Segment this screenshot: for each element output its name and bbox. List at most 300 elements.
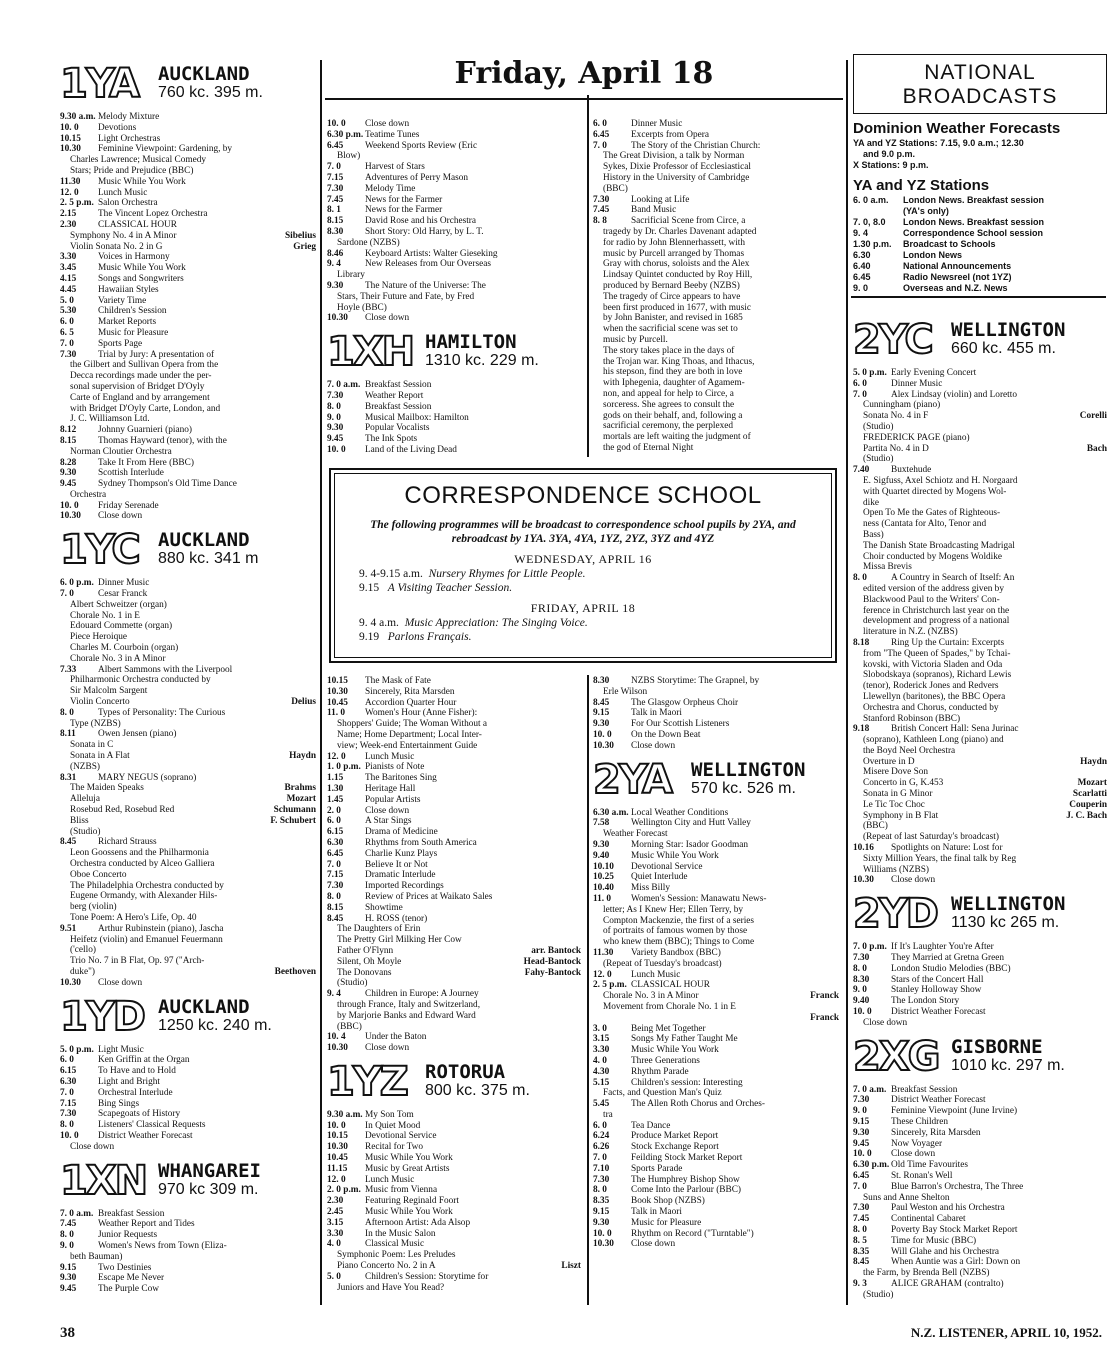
programme-detail: sacrificial ceremony, the perplexed <box>603 421 734 432</box>
programme-detail: dike <box>863 497 880 508</box>
schedule-line <box>60 729 316 740</box>
time-label: 8. 0 <box>327 401 341 412</box>
schedule-line <box>593 840 839 851</box>
programme-title: Buxtehude <box>891 465 932 476</box>
time-label: 7.40 <box>853 465 870 476</box>
time-label: 10.30 <box>327 686 348 697</box>
programme-detail: Norman Cloutier Orchestra <box>70 446 172 457</box>
schedule-line <box>593 1153 839 1164</box>
schedule-line <box>593 1067 839 1078</box>
station-frequency: 760 kc. 395 m. <box>158 84 263 101</box>
schedule-line <box>60 902 316 913</box>
programme-title: Friday Serenade <box>98 500 159 511</box>
time-label: 9.40 <box>593 850 610 861</box>
time-label: 9.15 <box>853 1117 870 1128</box>
schedule-line <box>327 1218 581 1229</box>
time-label: 3.30 <box>327 1228 344 1239</box>
programme-title: Rhythm on Record ("Turntable") <box>631 1228 754 1239</box>
schedule-line <box>60 328 316 339</box>
programme-title: Feilding Stock Market Report <box>631 1153 743 1164</box>
programme-title: A Country in Search of Itself: An <box>891 573 1015 584</box>
time-label: 3. 0 <box>593 1023 607 1034</box>
schedule-line <box>593 862 839 873</box>
programme-detail: (BBC) <box>337 1021 362 1032</box>
schedule-line <box>327 676 581 687</box>
time-label: 6.45 <box>853 1171 870 1181</box>
programme-title: Come Into the Parlour (BBC) <box>631 1185 742 1196</box>
time-label: 9.18 <box>853 724 870 735</box>
schedule-line <box>60 632 316 643</box>
schedule-line <box>327 860 581 871</box>
schedule-line <box>327 752 581 763</box>
programme-title: Stars of the Concert Hall <box>891 974 984 985</box>
schedule-line <box>60 1120 316 1131</box>
schedule-line <box>593 119 839 130</box>
programme-detail: Stars; Pride and Prejudice (BBC) <box>70 165 194 176</box>
time-label: 8.15 <box>327 902 344 913</box>
weather-line: X Stations: 9 p.m. <box>853 160 929 170</box>
correspondence-date: FRIDAY, APRIL 18 <box>530 601 636 615</box>
programme-title: Old Time Favourites <box>891 1160 968 1171</box>
time-label: 10. 0 <box>853 1149 872 1160</box>
programme-title: Types of Personality: The Curious <box>98 707 226 718</box>
programme-detail: Piece Heroique <box>70 632 128 643</box>
programme-title: Early Evening Concert <box>891 368 977 378</box>
programme-title: To Have and to Hold <box>98 1066 176 1077</box>
time-label: 7.30 <box>327 183 344 194</box>
schedule-line <box>60 274 316 285</box>
programme-title: If It's Laughter You're After <box>891 942 994 953</box>
schedule-line <box>327 413 581 424</box>
programme-title: Afternoon Artist: Ada Alsop <box>365 1217 471 1228</box>
national-schedule <box>853 195 1107 294</box>
schedule-line <box>593 1239 839 1250</box>
station-header <box>60 526 316 572</box>
time-label: 6.30 a.m. <box>593 807 629 818</box>
time-label: 7.10 <box>593 1163 610 1174</box>
programme-detail: Sonata in G Minor <box>863 789 933 800</box>
schedule-line <box>593 195 839 206</box>
schedule-line <box>853 996 1107 1007</box>
schedule-line <box>853 498 1107 509</box>
station-frequency: 1130 kc 265 m. <box>951 914 1060 932</box>
time-label: 7.15 <box>327 172 344 183</box>
programme-title: Sports Page <box>98 338 143 349</box>
programme-detail: Cunningham (piano) <box>863 400 941 411</box>
schedule-line <box>60 1252 316 1263</box>
schedule-line <box>327 184 581 195</box>
schedule-line <box>593 708 839 719</box>
schedule-line <box>853 444 1107 455</box>
schedule-line <box>593 808 839 819</box>
schedule-line <box>853 1095 1107 1106</box>
composer-credit: Schumann <box>273 805 316 816</box>
schedule-line <box>853 638 1107 649</box>
programme-detail: Trio No. 7 in B Flat, Op. 97 ("Arch- <box>70 956 205 967</box>
programme-detail: Sixty Million Years, the final talk by Reg <box>863 853 1017 864</box>
weather-heading: Dominion Weather Forecasts <box>853 120 1061 137</box>
schedule-line <box>327 270 581 281</box>
schedule-line <box>60 501 316 512</box>
schedule-line <box>327 195 581 206</box>
programme-title: Alex Lindsay (violin) and Loretto <box>891 389 1017 400</box>
programme-detail: of portraits of famous women by those <box>603 926 748 937</box>
schedule-line <box>853 433 1107 444</box>
time-label: 8.15 <box>327 216 344 227</box>
programme-title: The Nature of the Universe: The <box>365 280 486 291</box>
programme-detail: tragedy by Dr. Charles Davenant adapted <box>603 226 757 237</box>
schedule-line <box>853 757 1107 768</box>
schedule-line <box>853 400 1107 411</box>
time-label: 9.30 <box>593 839 610 850</box>
programme-detail: with Quartet directed by Mogens Wol- <box>863 486 1007 497</box>
programme-detail: non, and appeal for help to Circe, a <box>603 388 734 399</box>
national-schedule-row <box>853 261 1107 272</box>
programme-title: Lunch Music <box>365 1174 415 1185</box>
programme-title: Salon Orchestra <box>98 198 158 209</box>
schedule-line <box>593 851 839 862</box>
time-label: 10.15 <box>327 1131 348 1142</box>
time-label: 8. 0 <box>327 891 341 902</box>
time-label: 3.15 <box>327 1217 344 1228</box>
programme-detail: The Daughters of Erin <box>337 924 421 935</box>
programme-detail: Hoyle (BBC) <box>337 302 387 313</box>
schedule-line <box>327 119 581 130</box>
programme-title: Arthur Rubinstein (piano), Jascha <box>98 923 224 934</box>
programme-title: Listeners' Classical Requests <box>98 1120 206 1131</box>
time-label: 8.35 <box>593 1196 610 1207</box>
time-label: 11.30 <box>60 176 81 187</box>
schedule-line <box>327 1250 581 1261</box>
time-label: 8.31 <box>60 772 77 783</box>
item-title: Parlons Français. <box>387 631 472 643</box>
schedule-line <box>853 649 1107 660</box>
programme-title: The Mask of Fate <box>365 676 431 686</box>
schedule-line <box>593 1142 839 1153</box>
programme-title: Stanley Holloway Show <box>891 985 982 996</box>
programme-detail: Symphonic Poem: Les Preludes <box>337 1250 456 1261</box>
composer-credit: arr. Bantock <box>531 945 581 956</box>
programme-detail: Stars, Their Future and Fate, by Fred <box>337 291 475 302</box>
national-broadcasts-header <box>853 54 1107 114</box>
station-logo: 1XN <box>60 1157 147 1204</box>
schedule-line <box>853 411 1107 422</box>
time-label: 10. 0 <box>593 1228 612 1239</box>
programme-title: Escape Me Never <box>98 1273 165 1284</box>
time-label: 6.45 <box>593 129 610 140</box>
schedule-line <box>593 400 839 411</box>
schedule-line <box>853 843 1107 854</box>
time-label: 9. 0 <box>327 412 341 423</box>
item-time: 9.19 <box>359 631 380 643</box>
schedule-line <box>60 155 316 166</box>
programme-title: Weather Report <box>365 390 424 401</box>
programme-detail: mortals are left waiting the judgment of <box>603 432 751 443</box>
station-name: ROTORUA <box>425 1060 506 1083</box>
time-label: 9.30 a.m. <box>60 112 96 122</box>
schedule-line <box>853 875 1107 886</box>
schedule-line <box>327 141 581 152</box>
programme-detail: The Philadelphia Orchestra conducted by <box>70 880 224 891</box>
time-label: 2. 0 p.m. <box>327 1185 361 1196</box>
time-label: 7.15 <box>327 870 344 881</box>
time-label: 2.30 <box>60 219 77 230</box>
programme-detail: Le Tic Toc Choc <box>863 799 925 810</box>
schedule-line <box>853 379 1107 390</box>
schedule-line <box>60 371 316 382</box>
programme-detail: Missa Brevis <box>863 562 912 573</box>
time-label: 7. 0 a.m. <box>853 1084 887 1095</box>
programme-title: Land of the Living Dead <box>365 444 457 455</box>
footer-issue: N.Z. LISTENER, APRIL 10, 1952. <box>910 1325 1102 1340</box>
programme-detail: (Studio) <box>863 421 894 432</box>
schedule-line <box>853 1106 1107 1117</box>
programme-detail: Edouard Commette (organ) <box>70 621 173 632</box>
programme-title: Blue Barron's Orchestra, The Three <box>891 1181 1024 1192</box>
time-label: 7.33 <box>60 664 77 675</box>
programme-detail: (soprano), Kathleen Long (piano) and <box>863 735 1004 746</box>
schedule-line <box>853 465 1107 476</box>
time-label: 11. 0 <box>593 893 612 904</box>
column-3-top <box>593 119 839 454</box>
schedule-line <box>60 665 316 676</box>
programme-title: For Our Scottish Listeners <box>631 719 730 730</box>
schedule-line <box>593 313 839 324</box>
station-header <box>327 328 581 374</box>
programme-detail: Partita No. 4 in D <box>863 443 929 454</box>
schedule-line <box>593 872 839 883</box>
programme-title: Breakfast Session <box>365 380 432 391</box>
time-label: 7.30 <box>327 390 344 401</box>
time-label: 10. 0 <box>853 1007 872 1018</box>
national-schedule-row <box>853 239 1107 250</box>
schedule-line <box>60 891 316 902</box>
programme-title: Variety Time <box>98 295 147 306</box>
schedule-line <box>60 719 316 730</box>
programme-title: Broadcast to Schools <box>903 239 996 249</box>
programme-title: Children's Session <box>98 306 167 317</box>
schedule-line <box>60 393 316 404</box>
time-label: 10.30 <box>327 313 348 324</box>
schedule-line <box>593 141 839 152</box>
schedule-line <box>593 894 839 905</box>
schedule-line <box>60 1230 316 1241</box>
programme-detail: who knew them (BBC); Things to Come <box>603 937 755 948</box>
programme-detail: Orchestra and Chorus, conducted by <box>863 702 999 713</box>
column-1 <box>60 56 316 1295</box>
programme-detail: by Marjorie Banks and Edward Ward <box>337 1010 476 1021</box>
schedule-line <box>60 751 316 762</box>
schedule-line <box>60 339 316 350</box>
schedule-line <box>593 926 839 937</box>
programme-title: Women's Session: Manawatu News- <box>631 893 767 904</box>
station-header <box>853 890 1107 936</box>
time-label: 8.45 <box>327 913 344 924</box>
programme-detail: Weather Forecast <box>603 829 668 840</box>
schedule-line <box>853 681 1107 692</box>
time-label: 7. 0 a.m. <box>60 1208 94 1219</box>
schedule-line <box>60 220 316 231</box>
schedule-line <box>593 238 839 249</box>
time-label: 9. 4 <box>853 228 869 238</box>
programme-title: District Weather Forecast <box>891 1007 986 1018</box>
schedule-line <box>853 1171 1107 1182</box>
schedule-line <box>60 490 316 501</box>
programme-detail: Charles Lawrence; Musical Comedy <box>70 155 207 166</box>
programme-title: The Glasgow Orpheus Choir <box>631 697 739 708</box>
schedule-line <box>853 1290 1107 1301</box>
schedule-line <box>60 859 316 870</box>
schedule-line <box>593 443 839 454</box>
programme-title: Music While You Work <box>365 1207 453 1218</box>
schedule-line <box>327 968 581 979</box>
time-label: 4.15 <box>60 273 77 284</box>
schedule-line <box>327 216 581 227</box>
time-label: 10.25 <box>593 872 614 883</box>
programme-detail: (Repeat of last Saturday's broadcast) <box>863 832 999 843</box>
composer-credit: Beethoven <box>274 966 316 977</box>
schedule-line <box>593 324 839 335</box>
programme-detail: development and progress of a national <box>863 616 1010 627</box>
programme-title: Owen Jensen (piano) <box>98 729 177 740</box>
time-label: 7. 0, 8.0 <box>853 217 886 227</box>
time-label: 8. 1 <box>327 205 341 216</box>
schedule-line <box>593 303 839 314</box>
programme-detail: Close down <box>70 1141 115 1152</box>
schedule-line <box>853 606 1107 617</box>
programme-title: Women's News from Town (Eliza- <box>98 1240 227 1251</box>
schedule-line <box>853 1018 1107 1029</box>
time-label: 6.40 <box>853 261 871 271</box>
schedule-line <box>60 134 316 145</box>
schedule-line <box>60 414 316 425</box>
programme-detail: Father O'Flynn <box>337 945 394 956</box>
programme-title: Orchestral Interlude <box>98 1087 173 1098</box>
page-number: 38 <box>60 1325 75 1341</box>
time-label: 2. 5 p.m. <box>60 198 94 209</box>
programme-title: Sydney Thompson's Old Time Dance <box>98 479 237 490</box>
schedule-line <box>327 1175 581 1186</box>
programme-detail: Orchestra conducted by Alceo Galliera <box>70 859 215 869</box>
programme-title: David Rose and his Orchestra <box>365 216 477 227</box>
station-frequency: 880 kc. 341 m <box>158 550 259 568</box>
station-logo: 1YA <box>60 61 138 107</box>
schedule-line <box>593 249 839 260</box>
programme-detail: Gray with chorus, soloists and the Alex <box>603 259 750 270</box>
national-schedule-row <box>853 217 1107 228</box>
programme-title: Quiet Interlude <box>631 872 688 883</box>
time-label: 9. 0 <box>853 283 869 293</box>
time-label: 6. 0 <box>327 816 341 827</box>
schedule-line <box>327 1000 581 1011</box>
correspondence-school-box <box>329 468 837 663</box>
time-label: 3.15 <box>593 1034 610 1045</box>
programme-detail: Choir conducted by Mogens Woldike <box>863 551 1003 562</box>
time-label: 6.26 <box>593 1142 610 1153</box>
programme-title: Children in Europe: A Journey <box>365 989 479 1000</box>
programme-detail: Bliss <box>70 815 89 826</box>
schedule-line <box>593 959 839 970</box>
programme-detail: E. Sigfuss, Axel Schiotz and H. Norgaard <box>863 475 1018 486</box>
schedule-line <box>327 806 581 817</box>
programme-title: Light and Bright <box>98 1076 160 1087</box>
schedule-line <box>327 687 581 698</box>
schedule-line <box>60 511 316 522</box>
programme-detail: sonal supervision of Bridget D'Oyly <box>70 381 205 392</box>
schedule-line <box>593 205 839 216</box>
programme-title: In Quiet Mood <box>365 1120 421 1131</box>
schedule-line <box>327 402 581 413</box>
schedule-line <box>593 1056 839 1067</box>
programme-detail: music by Purcell arranged by Thomas <box>603 248 745 259</box>
time-label: 1.45 <box>327 794 344 805</box>
programme-title: They Married at Gretna Green <box>891 953 1005 964</box>
schedule-line <box>327 130 581 141</box>
schedule-line <box>593 259 839 270</box>
schedule-line <box>327 1022 581 1033</box>
correspondence-item <box>347 581 819 595</box>
schedule-line <box>327 227 581 238</box>
programme-title: News for the Farmer <box>365 205 443 216</box>
time-label: 7. 0 <box>327 859 341 870</box>
time-label: 7. 0 <box>853 389 867 400</box>
programme-detail: Slobodskaya (sopranos), Richard Lewis <box>863 670 1012 681</box>
item-time: 9. 4-9.15 a.m. <box>359 568 423 580</box>
time-label: 5. 0 p.m. <box>853 368 887 378</box>
schedule-line <box>853 767 1107 778</box>
column-2-top <box>327 119 581 456</box>
composer-credit: Scarlatti <box>1072 789 1107 800</box>
time-label: 8.28 <box>60 457 77 468</box>
time-label: 1. 0 p.m. <box>327 762 361 773</box>
schedule-line <box>853 390 1107 401</box>
programme-detail: beth Bauman) <box>70 1251 123 1262</box>
station-logo: 1YC <box>60 527 139 574</box>
schedule-line <box>327 1239 581 1250</box>
station-header <box>60 993 316 1039</box>
station-frequency: 1310 kc. 229 m. <box>425 352 539 370</box>
schedule-line <box>327 870 581 881</box>
schedule-line <box>327 313 581 324</box>
time-label: 6.30 <box>853 250 871 260</box>
station-name: HAMILTON <box>425 331 517 354</box>
time-label: 7.45 <box>60 1219 77 1230</box>
programme-title: A Star Sings <box>365 816 412 827</box>
schedule-line <box>60 686 316 697</box>
programme-title: Ken Griffin at the Organ <box>98 1055 190 1066</box>
time-label: 12. 0 <box>327 1174 346 1185</box>
programme-detail: The Great Division, a talk by Norman <box>603 151 745 162</box>
schedule-line <box>60 611 316 622</box>
programme-detail: Philharmonic Orchestra conducted by <box>70 675 211 686</box>
station-frequency: 660 kc. 455 m. <box>951 340 1056 357</box>
composer-credit: Liszt <box>561 1261 581 1272</box>
time-label: 10.45 <box>327 697 348 708</box>
schedule-line <box>327 708 581 719</box>
time-label: 7. 0 <box>853 1181 867 1192</box>
station-frequency: 1010 kc. 297 m. <box>951 1056 1065 1074</box>
schedule-line <box>327 773 581 784</box>
programme-detail: Open To Me the Gates of Righteous- <box>863 508 1001 519</box>
programme-detail: Blackwood Paul to the Writers' Con- <box>863 594 1000 605</box>
schedule-line <box>60 123 316 134</box>
schedule-line <box>593 916 839 927</box>
programme-title: Band Music <box>631 205 677 216</box>
schedule-line <box>593 970 839 981</box>
schedule-line <box>853 975 1107 986</box>
time-label: 7.58 <box>593 818 610 829</box>
time-label: 6.30 <box>60 1076 77 1087</box>
